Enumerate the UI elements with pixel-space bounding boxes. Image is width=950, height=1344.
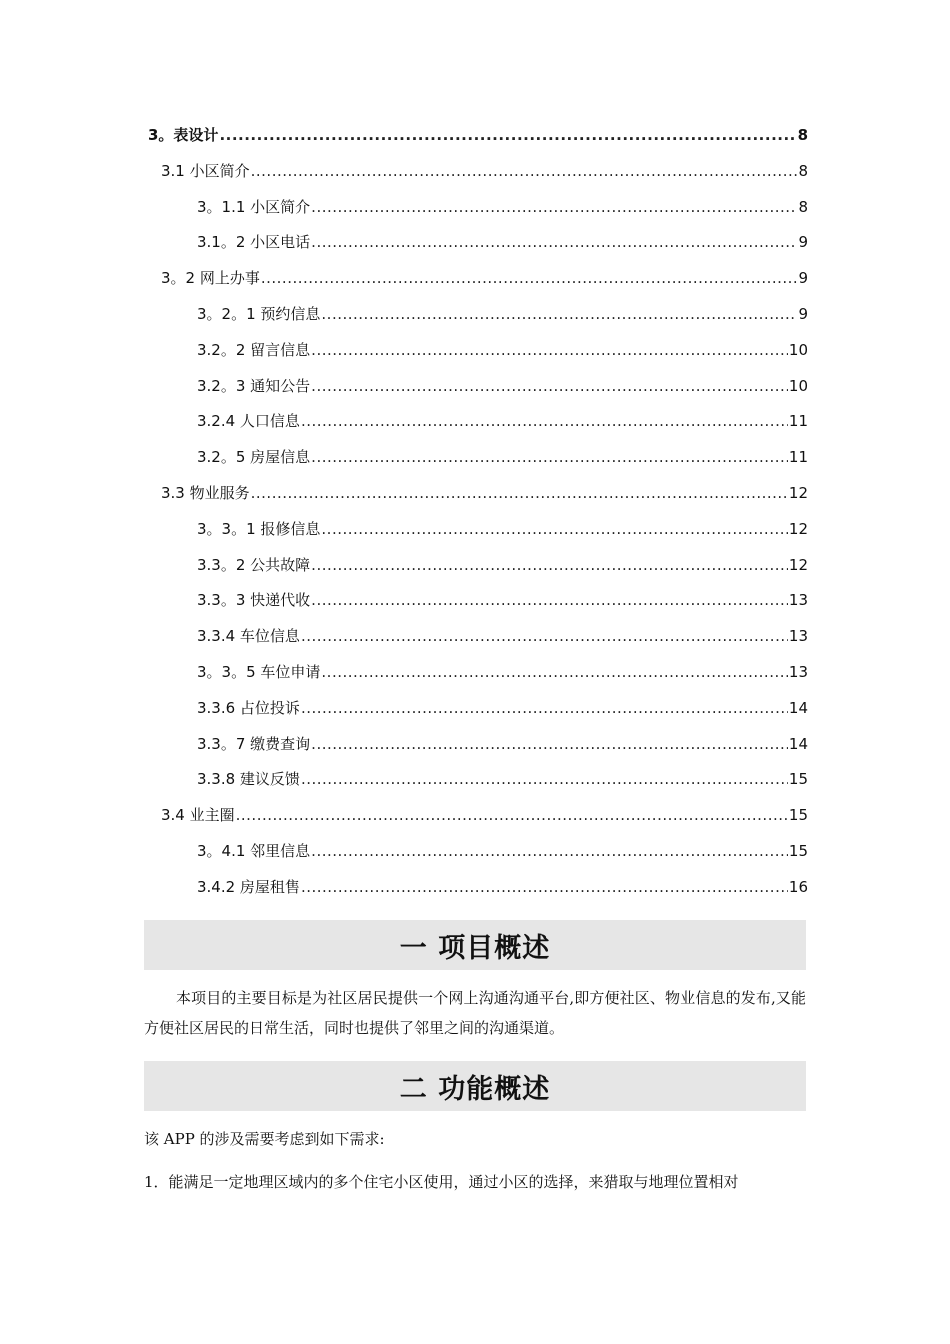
toc-entry-page: 10 — [788, 376, 808, 395]
section-1-paragraph: 本项目的主要目标是为社区居民提供一个网上沟通沟通平台,即方便社区、物业信息的发布,又能方便社区居民的日常生活，同时也提供了邻里之间的沟通渠道。 — [144, 989, 806, 1037]
toc-leader-dots — [251, 476, 788, 512]
toc-entry-label: 3。4.1 邻里信息 — [197, 841, 311, 860]
toc-entry[interactable] — [144, 440, 808, 476]
toc-entry-label: 3.2。5 房屋信息 — [197, 448, 311, 467]
section-title: 二 功能概述 — [399, 1073, 551, 1105]
toc-entry[interactable] — [144, 476, 808, 512]
table-of-contents — [144, 118, 808, 906]
toc-entry-label: 3.3。2 公共故障 — [197, 555, 311, 574]
toc-entry-label: 3。表设计 — [148, 126, 219, 144]
toc-entry-page: 8 — [797, 126, 808, 144]
toc-entry-label: 3.3。7 缴费查询 — [197, 734, 311, 753]
toc-entry-page: 13 — [788, 662, 808, 681]
toc-leader-dots — [261, 261, 798, 297]
toc-leader-dots — [311, 190, 797, 226]
toc-entry[interactable] — [144, 154, 808, 190]
toc-entry-page: 9 — [798, 304, 808, 323]
toc-entry-label: 3.1。2 小区电话 — [197, 233, 311, 252]
toc-leader-dots — [219, 118, 796, 154]
toc-entry[interactable] — [144, 512, 808, 548]
toc-leader-dots — [311, 369, 788, 405]
toc-entry-page: 13 — [788, 591, 808, 610]
toc-entry-label: 3.4 业主圈 — [161, 806, 235, 825]
toc-leader-dots — [301, 762, 788, 798]
toc-entry-label: 3。3。5 车位申请 — [197, 662, 321, 681]
toc-entry-page: 12 — [788, 483, 808, 502]
toc-leader-dots — [301, 619, 788, 655]
toc-leader-dots — [321, 512, 788, 548]
section-2-intro: 该 APP 的涉及需要考虑到如下需求: — [144, 1130, 385, 1148]
toc-entry-label: 3.2。3 通知公告 — [197, 376, 311, 395]
toc-entry-label: 3.2。2 留言信息 — [197, 340, 311, 359]
toc-entry-label: 3.4.2 房屋租售 — [197, 877, 300, 896]
toc-entry-label: 3.3.4 车位信息 — [197, 627, 300, 646]
toc-entry[interactable] — [144, 727, 808, 763]
toc-entry-label: 3.3.8 建议反馈 — [197, 770, 300, 789]
toc-entry-page: 9 — [798, 269, 808, 288]
toc-leader-dots — [311, 225, 797, 261]
toc-entry-page: 11 — [788, 448, 808, 467]
toc-entry-page: 14 — [788, 734, 808, 753]
toc-entry[interactable] — [144, 297, 808, 333]
toc-leader-dots — [321, 655, 788, 691]
toc-entry[interactable] — [144, 798, 808, 834]
toc-entry-label: 3。2 网上办事 — [161, 269, 260, 288]
toc-entry-label: 3。3。1 报修信息 — [197, 519, 321, 538]
toc-entry[interactable] — [144, 190, 808, 226]
toc-entry-page: 16 — [788, 877, 808, 896]
toc-entry[interactable] — [144, 834, 808, 870]
toc-entry-label: 3.3。3 快递代收 — [197, 591, 311, 610]
toc-leader-dots — [251, 154, 798, 190]
toc-leader-dots — [311, 583, 788, 619]
toc-entry-label: 3。1.1 小区简介 — [197, 197, 311, 216]
toc-entry[interactable] — [144, 404, 808, 440]
toc-entry-page: 15 — [788, 806, 808, 825]
toc-entry[interactable] — [144, 870, 808, 906]
toc-entry-page: 12 — [788, 519, 808, 538]
toc-entry[interactable] — [144, 619, 808, 655]
toc-entry-page: 15 — [788, 841, 808, 860]
toc-leader-dots — [301, 691, 788, 727]
toc-entry-page: 12 — [788, 555, 808, 574]
toc-leader-dots — [311, 834, 788, 870]
toc-entry[interactable] — [144, 333, 808, 369]
toc-entry-label: 3。2。1 预约信息 — [197, 304, 321, 323]
toc-leader-dots — [311, 548, 788, 584]
toc-entry[interactable] — [144, 225, 808, 261]
toc-entry-page: 8 — [798, 197, 808, 216]
section-heading-2 — [144, 1061, 806, 1111]
toc-entry[interactable] — [144, 583, 808, 619]
toc-entry-page: 15 — [788, 770, 808, 789]
toc-leader-dots — [311, 333, 788, 369]
toc-entry-label: 3.1 小区简介 — [161, 161, 250, 180]
toc-entry[interactable] — [144, 655, 808, 691]
requirement-item-1: 1．能满足一定地理区域内的多个住宅小区使用，通过小区的选择，来猎取与地理位置相对 — [144, 1173, 739, 1191]
toc-leader-dots — [236, 798, 788, 834]
toc-entry-label: 3.2.4 人口信息 — [197, 412, 300, 431]
toc-leader-dots — [301, 404, 788, 440]
toc-leader-dots — [321, 297, 797, 333]
toc-entry[interactable] — [144, 762, 808, 798]
toc-leader-dots — [311, 440, 788, 476]
toc-entry-page: 14 — [788, 698, 808, 717]
toc-entry-page: 13 — [788, 627, 808, 646]
toc-leader-dots — [311, 727, 788, 763]
toc-entry-label: 3.3 物业服务 — [161, 483, 250, 502]
toc-entry[interactable] — [144, 261, 808, 297]
toc-leader-dots — [301, 870, 788, 906]
toc-entry-page: 10 — [788, 340, 808, 359]
toc-entry-page: 9 — [798, 233, 808, 252]
toc-entry[interactable] — [144, 369, 808, 405]
toc-entry-page: 11 — [788, 412, 808, 431]
toc-entry[interactable] — [144, 691, 808, 727]
section-title: 一 项目概述 — [399, 932, 551, 964]
toc-entry[interactable] — [144, 118, 808, 154]
toc-entry-label: 3.3.6 占位投诉 — [197, 698, 300, 717]
toc-entry[interactable] — [144, 548, 808, 584]
toc-entry-page: 8 — [798, 161, 808, 180]
section-heading-1 — [144, 920, 806, 970]
